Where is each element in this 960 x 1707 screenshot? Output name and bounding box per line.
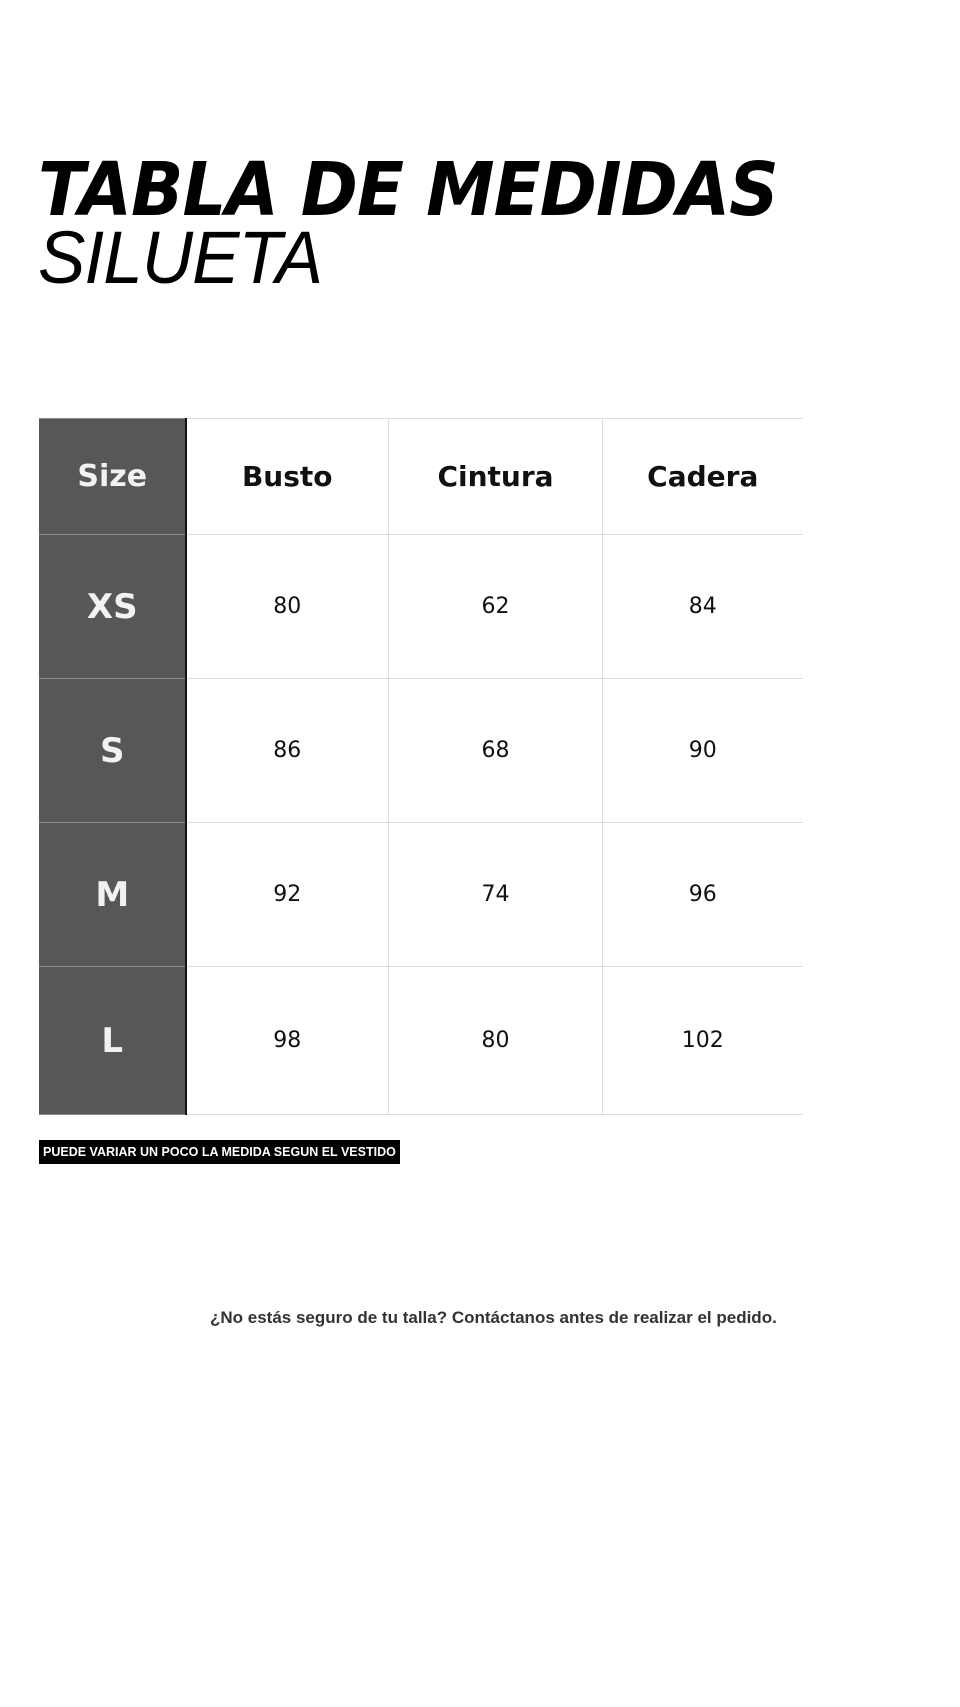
cintura-value: 74 [389, 823, 603, 967]
size-label: M [40, 823, 186, 967]
header-busto: Busto [186, 419, 389, 535]
cintura-value: 62 [389, 535, 603, 679]
table-row [40, 535, 803, 679]
header-cintura: Cintura [389, 419, 603, 535]
table-row [40, 679, 803, 823]
table-row [40, 823, 803, 967]
table-row [40, 967, 803, 1115]
cintura-value: 68 [389, 679, 603, 823]
cadera-value: 96 [603, 823, 803, 967]
busto-value: 98 [186, 967, 389, 1115]
busto-value: 92 [186, 823, 389, 967]
header-size: Size [40, 419, 186, 535]
cadera-value: 102 [603, 967, 803, 1115]
size-label: S [40, 679, 186, 823]
cintura-value: 80 [389, 967, 603, 1115]
busto-value: 80 [186, 535, 389, 679]
contact-message-text: ¿No estás seguro de tu talla? Contáctanos antes de realizar el pedido. [210, 1308, 777, 1327]
busto-value: 86 [186, 679, 389, 823]
page-subtitle: SILUETA [38, 216, 323, 299]
size-label: L [40, 967, 186, 1115]
size-chart-table [39, 418, 803, 1115]
header-cadera: Cadera [603, 419, 803, 535]
size-label: XS [40, 535, 186, 679]
cadera-value: 90 [603, 679, 803, 823]
table-header-row [40, 419, 803, 535]
measurement-note-badge: PUEDE VARIAR UN POCO LA MEDIDA SEGUN EL VESTIDO [39, 1140, 400, 1164]
page-title: TABLA DE MEDIDAS [38, 147, 778, 233]
cadera-value: 84 [603, 535, 803, 679]
